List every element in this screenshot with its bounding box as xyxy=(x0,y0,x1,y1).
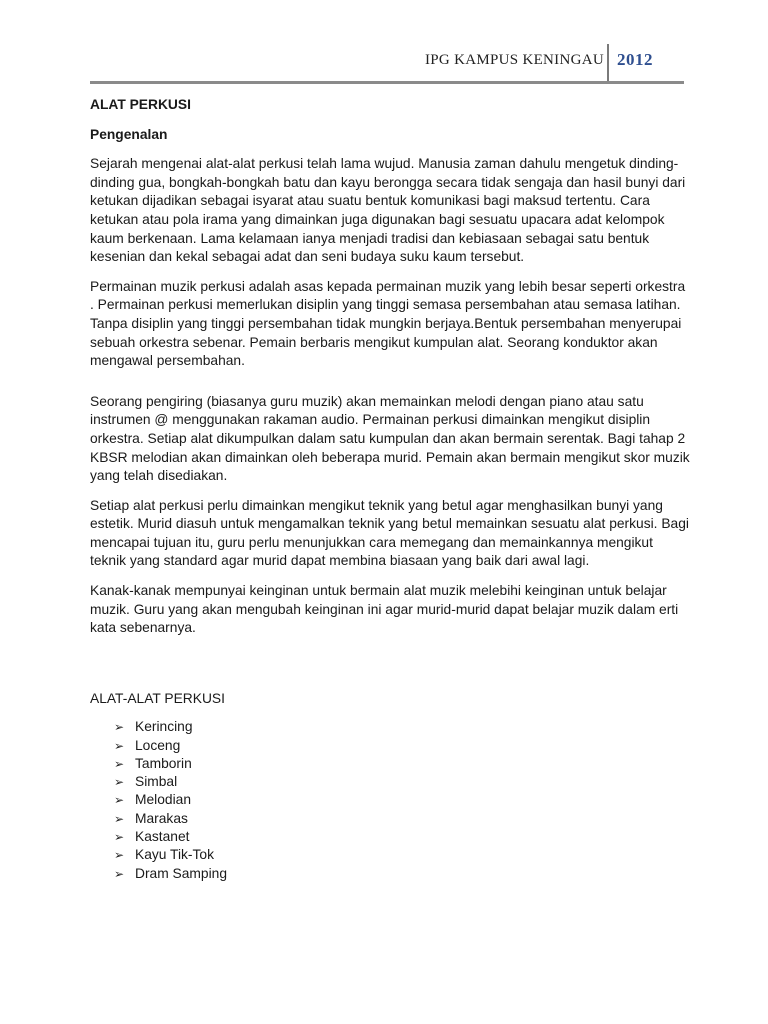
paragraph-5: Kanak-kanak mempunyai keinginan untuk bermain alat muzik melebihi keinginan untuk belajar muzik. Guru yang akan mengubah keinginan ini agar murid-murid dapat belajar muzik dalam erti kata sebenarnya. xyxy=(90,583,679,636)
header-year: 2012 xyxy=(617,50,653,69)
list-item-label: Marakas xyxy=(135,810,188,826)
list-item xyxy=(114,865,690,883)
arrow-bullet-icon: ➢ xyxy=(114,793,125,808)
list-item xyxy=(114,828,690,846)
list-item-label: Simbal xyxy=(135,774,178,790)
list-item xyxy=(114,755,690,773)
arrow-bullet-icon: ➢ xyxy=(114,848,125,863)
arrow-bullet-icon: ➢ xyxy=(114,738,125,753)
list-item-label: Melodian xyxy=(135,792,191,808)
document-title: ALAT PERKUSI xyxy=(90,97,191,112)
header-school-name: IPG KAMPUS KENINGAU xyxy=(424,52,604,68)
paragraph-3: Seorang pengiring (biasanya guru muzik) akan memainkan melodi dengan piano atau satu instrumen @ menggunakan rakaman audio. Permainan perkusi dimainkan mengikut disiplin orkestra. Setiap alat dikumpulkan dalam satu kumpulan dan akan bermain serentak. Bagi tahap 2 KBSR melodian akan dimainkan oleh beberapa murid. Pemain akan bermain mengikut skor muzik yang telah disediakan. xyxy=(90,393,690,484)
list-item-label: Kerincing xyxy=(135,719,193,735)
list-item xyxy=(114,792,690,810)
arrow-bullet-icon: ➢ xyxy=(114,720,125,735)
list-item-label: Tamborin xyxy=(135,755,192,771)
section-heading: Pengenalan xyxy=(90,126,168,142)
arrow-bullet-icon: ➢ xyxy=(114,756,125,771)
arrow-bullet-icon: ➢ xyxy=(114,866,125,881)
list-item xyxy=(114,718,690,736)
document-body xyxy=(90,96,690,883)
arrow-bullet-icon: ➢ xyxy=(114,775,125,790)
list-title: ALAT-ALAT PERKUSI xyxy=(90,690,225,706)
list-item-label: Loceng xyxy=(135,737,181,753)
header-divider xyxy=(607,44,609,82)
list-item-label: Kastanet xyxy=(135,829,190,845)
list-item-label: Dram Samping xyxy=(135,865,228,881)
list-item xyxy=(114,847,690,865)
list-item xyxy=(114,773,690,791)
paragraph-4: Setiap alat perkusi perlu dimainkan mengikut teknik yang betul agar menghasilkan bunyi yang estetik. Murid diasuh untuk mengamalkan teknik yang betul memainkan sesuatu alat perkusi. Bagi mencapai tujuan itu, guru perlu menunjukkan cara memegang dan memainkannya mengikut teknik yang standard agar murid dapat membina biasaan yang baik dari awal lagi. xyxy=(90,497,689,569)
page-header xyxy=(0,0,768,84)
list-item xyxy=(114,737,690,755)
paragraph-2: Permainan muzik perkusi adalah asas kepada permainan muzik yang lebih besar seperti orkestra . Permainan perkusi memerlukan disiplin yang tinggi semasa persembahan atau semasa latihan. Tanpa disiplin yang tinggi persembahan tidak mungkin berjaya.Bentuk persembahan menyerupai sebuah orkestra sebenar. Pemain berbaris mengikut kumpulan alat. Seorang konduktor akan mengawal persembahan. xyxy=(90,278,686,369)
list-item-label: Kayu Tik-Tok xyxy=(135,847,214,863)
paragraph-1: Sejarah mengenai alat-alat perkusi telah lama wujud. Manusia zaman dahulu mengetuk dinding-dinding gua, bongkah-bongkah batu dan kayu berongga secara tidak sengaja dan hasil bunyi dari ketukan dijadikan sebagai isyarat atau suatu bentuk komunikasi bagi maksud tertentu. Cara ketukan atau pola irama yang dimainkan juga digunakan bagi sesuatu upacara adat kelompok kaum berkenaan. Lama kelamaan ianya menjadi tradisi dan kebiasaan sebagai satu bentuk kesenian dan kekal sebagai adat dan seni budaya suku kaum tersebut. xyxy=(90,156,686,265)
arrow-bullet-icon: ➢ xyxy=(114,830,125,845)
arrow-bullet-icon: ➢ xyxy=(114,811,125,826)
header-rule xyxy=(90,81,684,84)
instrument-list xyxy=(90,718,690,883)
list-item xyxy=(114,810,690,828)
